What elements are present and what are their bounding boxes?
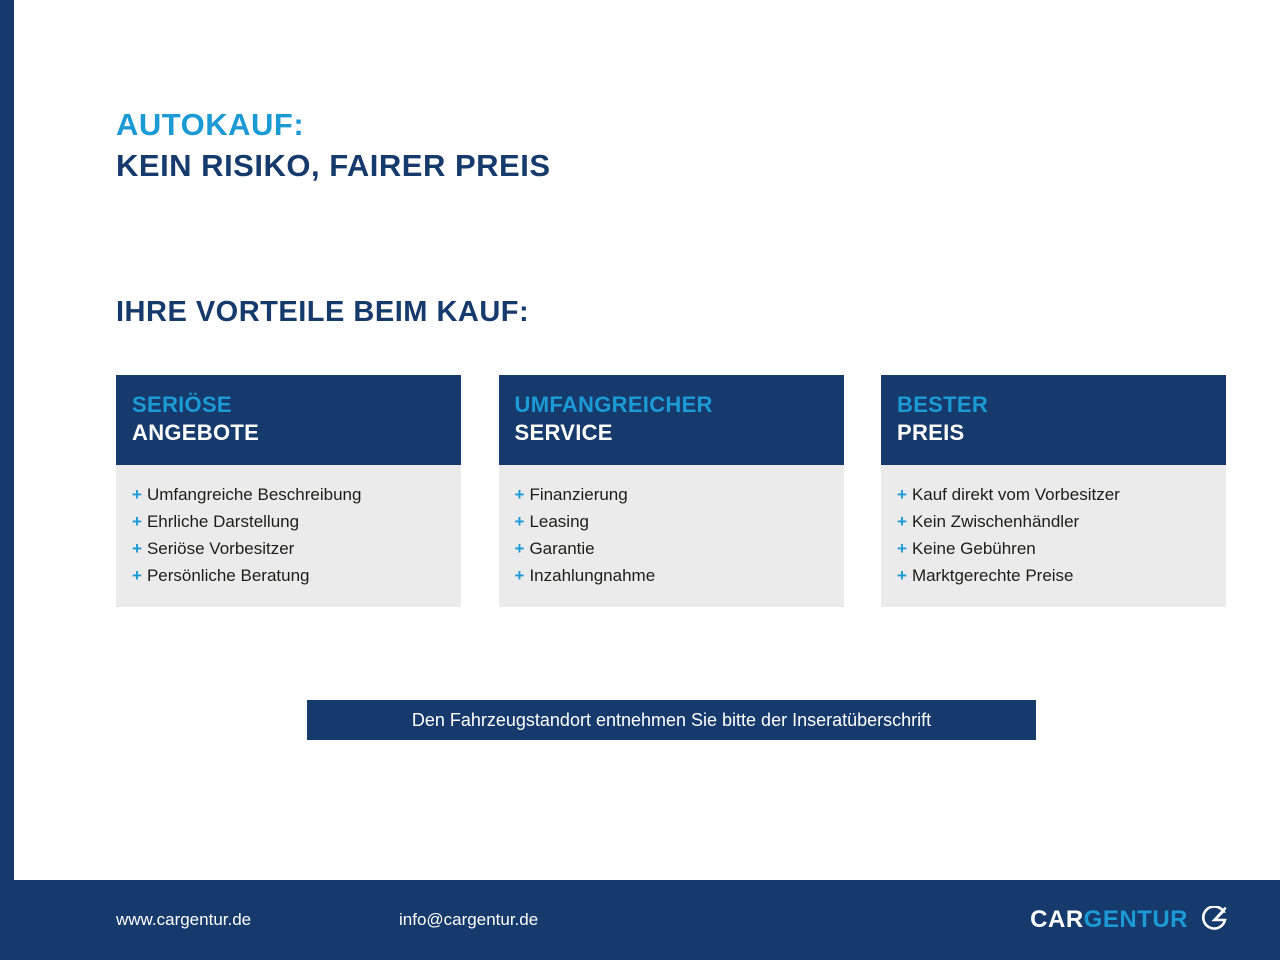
- list-item: [897, 562, 1210, 589]
- list-item: [132, 508, 445, 535]
- card-title-top: UMFANGREICHER: [514, 392, 713, 417]
- benefit-list: [132, 481, 445, 589]
- list-item-label: Finanzierung: [529, 485, 628, 504]
- list-item-label: Kein Zwischenhändler: [911, 512, 1080, 531]
- card-title-bottom: SERVICE: [514, 420, 613, 445]
- list-item: [132, 562, 445, 589]
- location-notice-banner: Den Fahrzeugstandort entnehmen Sie bitte der Inseratüberschrift: [307, 700, 1036, 740]
- footer-website-link[interactable]: www.cargentur.de: [116, 910, 252, 929]
- card-body-preis: [881, 465, 1226, 607]
- plus-icon: +: [897, 485, 907, 504]
- footer-email-link[interactable]: info@cargentur.de: [399, 910, 539, 929]
- plus-icon: +: [514, 566, 525, 585]
- plus-icon: +: [132, 539, 142, 558]
- plus-icon: +: [514, 539, 525, 558]
- brand-name-part2: GENTUR: [1083, 906, 1188, 933]
- title-line-2: KEIN RISIKO, FAIRER PREIS: [116, 148, 551, 183]
- list-item: [515, 562, 828, 589]
- benefit-card-angebote: [116, 375, 461, 607]
- plus-icon: +: [132, 566, 142, 585]
- title-line-1: AUTOKAUF:: [116, 107, 305, 142]
- plus-icon: +: [132, 485, 142, 504]
- list-item-label: Inzahlungnahme: [529, 566, 656, 585]
- brand-logo: [1030, 906, 1228, 934]
- brand-name-part1: CAR: [1030, 906, 1084, 933]
- card-header-service: [499, 375, 844, 465]
- benefits-card-group: [116, 375, 1226, 607]
- card-body-service: [499, 465, 844, 607]
- list-item: [132, 535, 445, 562]
- list-item-label: Seriöse Vorbesitzer: [146, 539, 295, 558]
- plus-icon: +: [132, 512, 142, 531]
- plus-icon: +: [514, 512, 525, 531]
- plus-icon: +: [897, 566, 907, 585]
- list-item: [515, 508, 828, 535]
- list-item: [897, 481, 1210, 508]
- card-body-angebote: [116, 465, 461, 607]
- list-item: [132, 481, 445, 508]
- benefit-list: [515, 481, 828, 589]
- card-title-top: SERIÖSE: [132, 392, 232, 417]
- page-title: [116, 105, 551, 187]
- cargentur-c-logo-icon: [1200, 906, 1228, 934]
- list-item-label: Leasing: [529, 512, 589, 531]
- benefit-card-service: [499, 375, 844, 607]
- footer-bar: [0, 880, 1280, 960]
- plus-icon: +: [897, 512, 907, 531]
- card-title-top: BESTER: [897, 392, 989, 417]
- list-item: [515, 481, 828, 508]
- plus-icon: +: [897, 539, 907, 558]
- section-subtitle: IHRE VORTEILE BEIM KAUF:: [116, 296, 530, 328]
- card-title-bottom: ANGEBOTE: [132, 420, 260, 445]
- list-item-label: Persönliche Beratung: [146, 566, 310, 585]
- list-item-label: Marktgerechte Preise: [911, 566, 1074, 585]
- benefit-card-preis: [881, 375, 1226, 607]
- list-item-label: Keine Gebühren: [911, 539, 1036, 558]
- left-accent-bar: [0, 0, 14, 960]
- plus-icon: +: [514, 485, 525, 504]
- list-item-label: Garantie: [529, 539, 595, 558]
- list-item-label: Kauf direkt vom Vorbesitzer: [911, 485, 1120, 504]
- card-header-preis: [881, 375, 1226, 465]
- list-item-label: Ehrliche Darstellung: [146, 512, 300, 531]
- list-item-label: Umfangreiche Beschreibung: [146, 485, 362, 504]
- card-title-bottom: PREIS: [897, 420, 965, 445]
- list-item: [897, 508, 1210, 535]
- benefit-list: [897, 481, 1210, 589]
- list-item: [897, 535, 1210, 562]
- card-header-angebote: [116, 375, 461, 465]
- list-item: [515, 535, 828, 562]
